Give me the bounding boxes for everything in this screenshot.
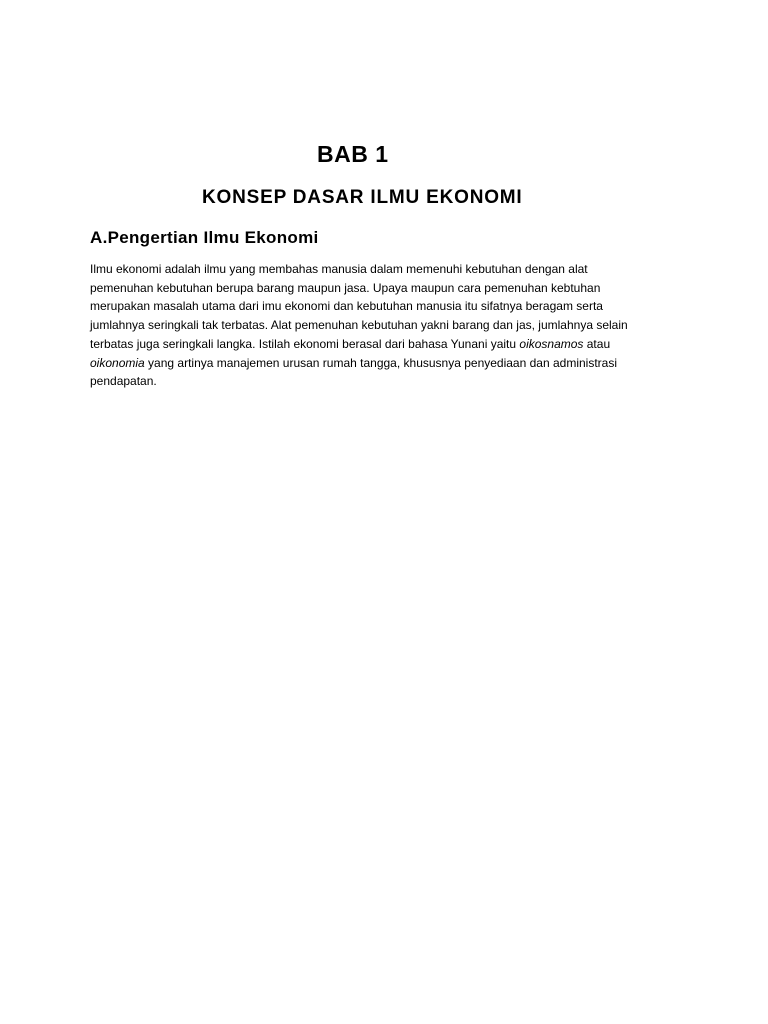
term-oikosnamos: oikosnamos <box>519 336 584 351</box>
paragraph-line-6 <box>90 354 670 373</box>
paragraph-line-2: pemenuhan kebutuhan berupa barang maupun jasa. Upaya maupun cara pemenuhan kebtuhan <box>90 280 601 295</box>
paragraph-line-1: Ilmu ekonomi adalah ilmu yang membahas manusia dalam memenuhi kebutuhan dengan alat <box>90 262 588 276</box>
paragraph-line-3: merupakan masalah utama dari imu ekonomi dan kebutuhan manusia itu sifatnya beragam serta <box>90 299 603 314</box>
paragraph-line-5-text: terbatas juga seringkali langka. Istilah ekonomi berasal dari bahasa Yunani yaitu <box>90 336 520 351</box>
paragraph-line-4: jumlahnya seringkali tak terbatas. Alat pemenuhan kebutuhan yakni barang dan jas, jumlahnya selain <box>90 318 628 333</box>
paragraph-line-5 <box>90 335 670 354</box>
paragraph-line-6-text: yang artinya manajemen urusan rumah tangga, khususnya penyediaan dan administrasi <box>144 355 617 370</box>
chapter-title: KONSEP DASAR ILMU EKONOMI <box>202 187 523 208</box>
section-heading: A.Pengertian Ilmu Ekonomi <box>90 228 319 247</box>
chapter-label: BAB 1 <box>317 141 389 167</box>
term-oikonomia: oikonomia <box>90 355 145 370</box>
body-paragraph <box>90 260 670 391</box>
paragraph-line-7: pendapatan. <box>90 374 157 389</box>
paragraph-line-5-tail: atau <box>583 336 611 351</box>
